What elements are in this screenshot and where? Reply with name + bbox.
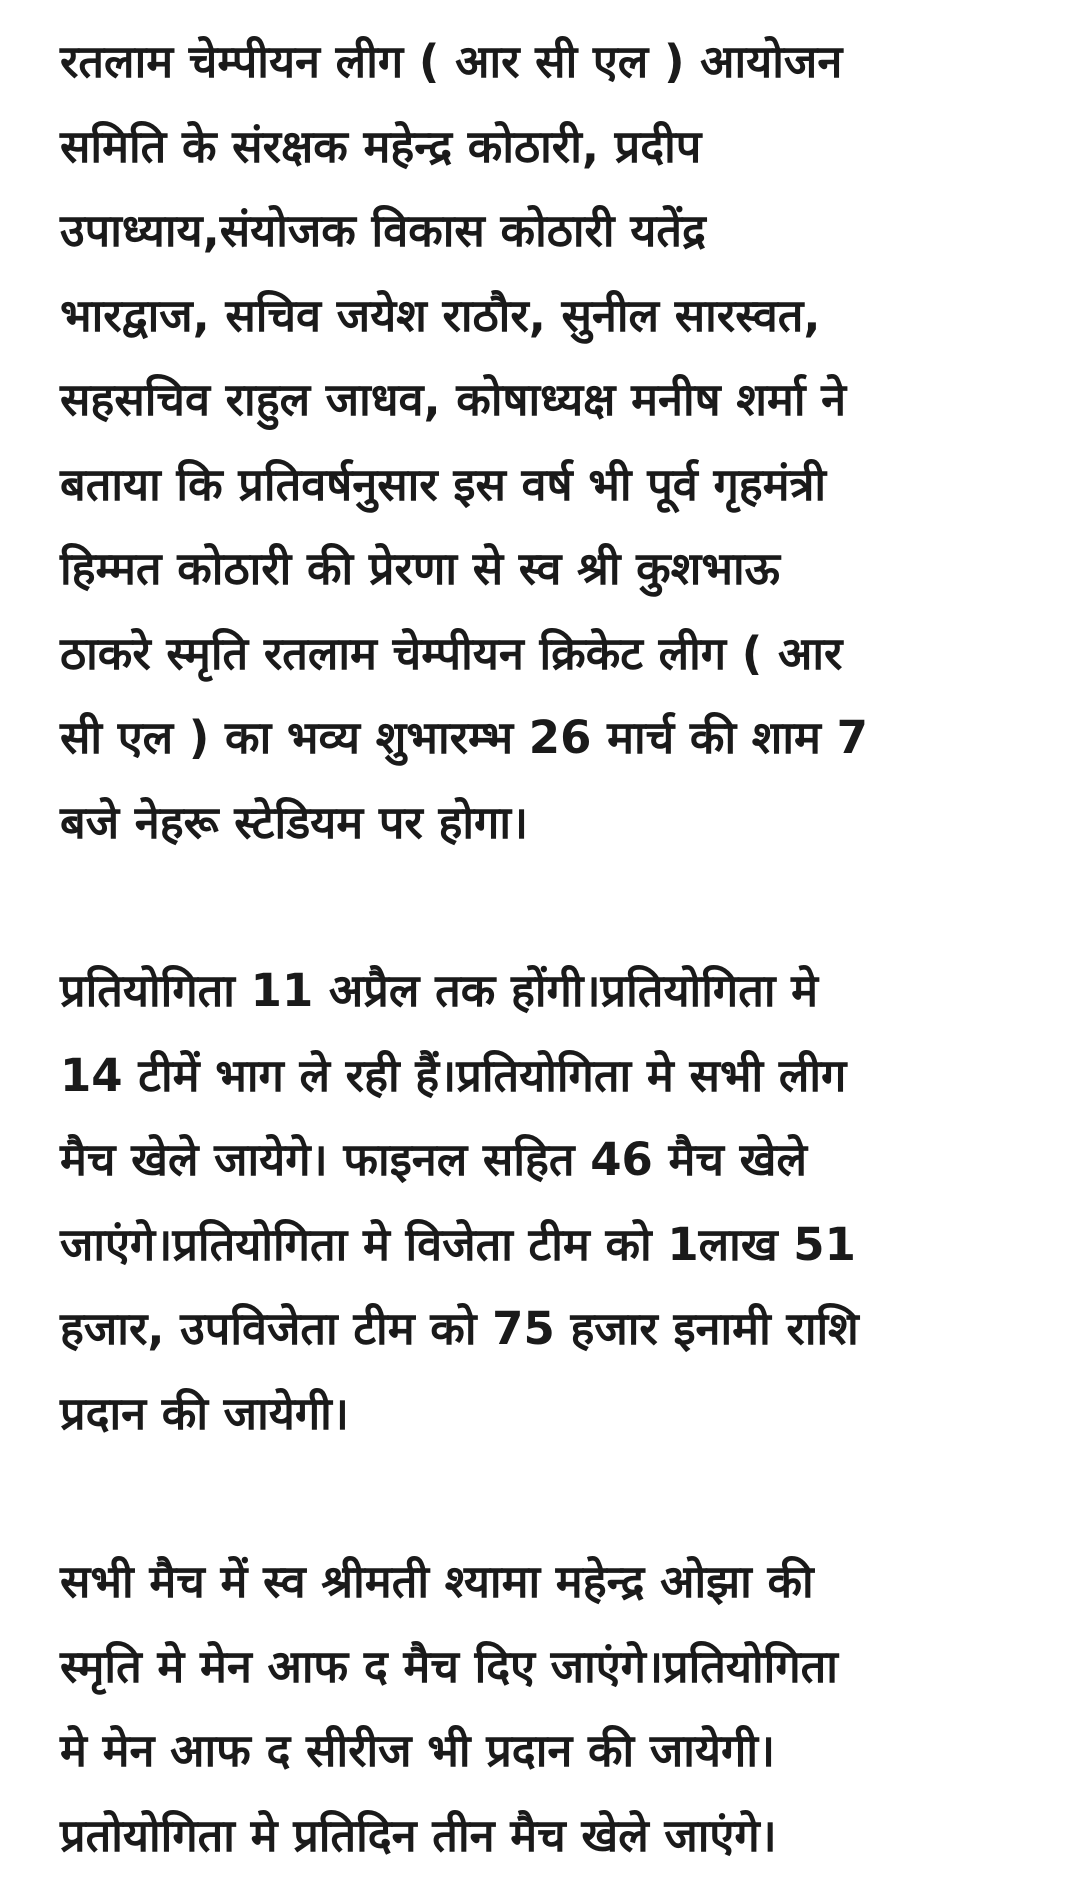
text-line: सभी मैच में स्व श्रीमती श्यामा महेन्द्र ओझा की [60,1555,814,1608]
text-line: बजे नेहरू स्टेडियम पर होगा। [60,795,529,849]
text-line: समिति के संरक्षक महेन्द्र कोठारी, प्रदीप [60,119,702,173]
text-line: प्रदान की जायेगी। [60,1386,349,1440]
text-line: बताया कि प्रतिवर्षनुसार इस वर्ष भी पूर्व गृहमंत्री [60,457,827,511]
text-line: प्रतियोगिता 11 अप्रैल तक होंगी।प्रतियोगिता मे [60,964,819,1017]
text-line: हिम्मत कोठारी की प्रेरणा से स्व श्री कुशभाऊ [60,542,780,595]
text-line: सी एल ) का भव्य शुभारम्भ 26 मार्च की शाम 7 [60,711,868,764]
text-line: स्मृति मे मेन आफ द मैच दिए जाएंगे।प्रतियोगिता [60,1639,838,1693]
paragraph-1 [60,20,1030,865]
text-line: उपाध्याय,संयोजक विकास कोठारी यतेंद्र [60,204,706,257]
text-line: जाएंगे।प्रतियोगिता मे विजेता टीम को 1लाख 51 [60,1217,856,1271]
text-line: मैच खेले जायेगे। फाइनल सहित 46 मैच खेले [60,1133,807,1186]
text-line: प्रतोयोगिता मे प्रतिदिन तीन मैच खेले जाएंगे। [60,1808,777,1862]
text-line: 14 टीमें भाग ले रही हैं।प्रतियोगिता मे सभी लीग [60,1048,847,1102]
paragraph-2 [60,949,1030,1456]
article-body [60,20,1030,1878]
text-line: मे मेन आफ द सीरीज भी प्रदान की जायेगी। [60,1724,776,1777]
text-line: ठाकरे स्मृति रतलाम चेम्पीयन क्रिकेट लीग ( आर [60,626,843,680]
text-line: हजार, उपविजेता टीम को 75 हजार इनामी राशि [60,1302,859,1355]
text-line: भारद्वाज, सचिव जयेश राठौर, सुनील सारस्वत, [60,288,821,342]
paragraph-3 [60,1540,1030,1878]
text-line: रतलाम चेम्पीयन लीग ( आर सी एल ) आयोजन [60,35,843,88]
text-line: सहसचिव राहुल जाधव, कोषाध्यक्ष मनीष शर्मा ने [60,373,847,426]
